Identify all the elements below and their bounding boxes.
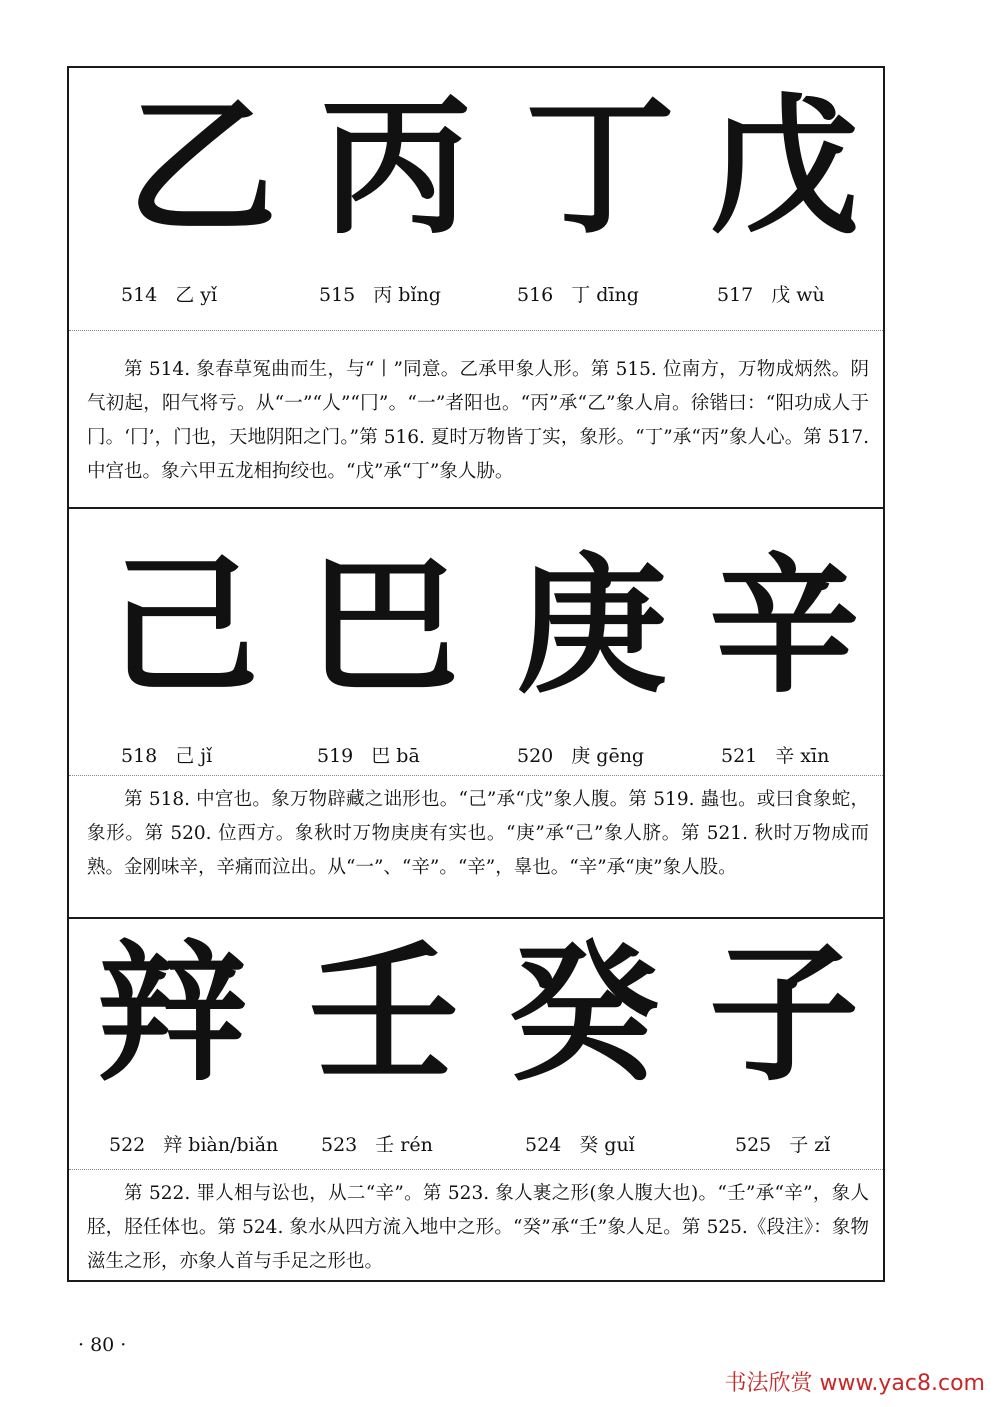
entry-pinyin: bǐng	[398, 284, 441, 306]
entry-number: 523	[321, 1134, 358, 1156]
content-frame	[67, 66, 885, 1282]
seal-glyph-523: 壬	[309, 926, 460, 1102]
seal-glyph-518: 己	[109, 538, 260, 714]
entry-caption-515	[319, 280, 441, 307]
entry-pinyin: wù	[796, 284, 825, 306]
entry-pinyin: yǐ	[200, 284, 218, 306]
entry-character: 辡	[163, 1134, 183, 1156]
entry-description: 第 514. 象春草冤曲而生，与“丨”同意。乙承甲象人形。第 515. 位南方，万物成炳然。阴气初起，阳气将亏。从“一”“人”“冂”。“一”者阳也。“丙”承“乙”象人肩。徐锴曰：“阳功成人于冂。‘冂’，门也，天地阴阳之门。”第 516. 夏时万物皆丁实，象形。“丁”承“丙”象人心。第 517. 中宫也。象六甲五龙相拘绞也。“戊”承“丁”象人胁。	[87, 359, 869, 482]
entry-caption-514	[121, 280, 217, 307]
section-522-525	[69, 919, 883, 1280]
dotted-divider	[69, 775, 883, 776]
seal-glyph-516: 丁	[525, 79, 676, 255]
entry-number: 518	[121, 745, 158, 767]
seal-glyph-521: 辛	[709, 538, 860, 714]
entry-description: 第 518. 中宫也。象万物辟藏之诎形也。“己”承“戊”象人腹。第 519. 蟲也。或曰食象蛇，象形。第 520. 位西方。象秋时万物庚庚有实也。“庚”承“己”象人脐。第 521. 秋时万物成而熟。金刚味辛，辛痛而泣出。从“一”、“辛”。“辛”，辠也。“辛”承“庚”象人股。	[87, 789, 869, 878]
section-514-517	[69, 68, 883, 509]
entry-number: 516	[517, 284, 554, 306]
seal-glyph-517: 戊	[709, 79, 860, 255]
entry-pinyin: rén	[400, 1134, 433, 1156]
entry-caption-516	[517, 280, 639, 307]
entry-description: 第 522. 罪人相与讼也，从二“辛”。第 523. 象人裹之形(象人腹大也)。“壬”承“辛”，象人胫，胫任体也。第 524. 象水从四方流入地中之形。“癸”承“壬”象人足。第 525.《段注》：象物滋生之形，亦象人首与手足之形也。	[87, 1183, 869, 1272]
entry-character: 癸	[579, 1134, 599, 1156]
entry-character: 子	[789, 1134, 809, 1156]
entry-caption-523	[321, 1130, 433, 1157]
entry-caption-525	[735, 1130, 830, 1157]
entry-number: 517	[717, 284, 754, 306]
entry-character: 戊	[771, 284, 791, 306]
entry-pinyin: jǐ	[200, 745, 213, 767]
entry-caption-519	[317, 741, 420, 768]
dotted-divider	[69, 1169, 883, 1170]
entry-number: 514	[121, 284, 158, 306]
entry-number: 525	[735, 1134, 772, 1156]
entry-character: 乙	[175, 284, 195, 306]
site-watermark: 书法欣赏 www.yac8.com	[724, 1371, 985, 1396]
entry-caption-522	[109, 1130, 278, 1157]
entry-pinyin: xīn	[800, 745, 830, 767]
entry-caption-520	[517, 741, 644, 768]
entry-number: 515	[319, 284, 356, 306]
entry-pinyin: biàn/biǎn	[188, 1134, 279, 1156]
entry-pinyin: dīng	[596, 284, 639, 306]
seal-glyph-522: 辡	[97, 926, 248, 1102]
entry-caption-524	[525, 1130, 635, 1157]
entry-character: 巴	[371, 745, 391, 767]
seal-glyph-525: 子	[709, 926, 860, 1102]
entry-pinyin: gēng	[596, 745, 645, 767]
entry-number: 524	[525, 1134, 562, 1156]
entry-character: 己	[175, 745, 195, 767]
entry-character: 辛	[775, 745, 795, 767]
entry-number: 521	[721, 745, 758, 767]
entry-pinyin: zǐ	[814, 1134, 831, 1156]
entry-caption-517	[717, 280, 825, 307]
dotted-divider	[69, 330, 883, 331]
section-518-521	[69, 509, 883, 919]
entry-character: 庚	[571, 745, 591, 767]
entry-number: 519	[317, 745, 354, 767]
page-number: · 80 ·	[78, 1334, 127, 1356]
entry-character: 丙	[373, 284, 393, 306]
entry-character: 壬	[375, 1134, 395, 1156]
entry-caption-518	[121, 741, 212, 768]
entry-number: 522	[109, 1134, 146, 1156]
entry-caption-521	[721, 741, 829, 768]
seal-glyph-519: 巴	[309, 538, 460, 714]
seal-glyph-520: 庚	[517, 538, 668, 714]
seal-glyph-515: 丙	[321, 79, 472, 255]
seal-glyph-524: 癸	[509, 926, 660, 1102]
entry-pinyin: bā	[396, 745, 420, 767]
entry-number: 520	[517, 745, 554, 767]
entry-character: 丁	[571, 284, 591, 306]
seal-glyph-514: 乙	[127, 79, 278, 255]
entry-pinyin: guǐ	[604, 1134, 635, 1156]
